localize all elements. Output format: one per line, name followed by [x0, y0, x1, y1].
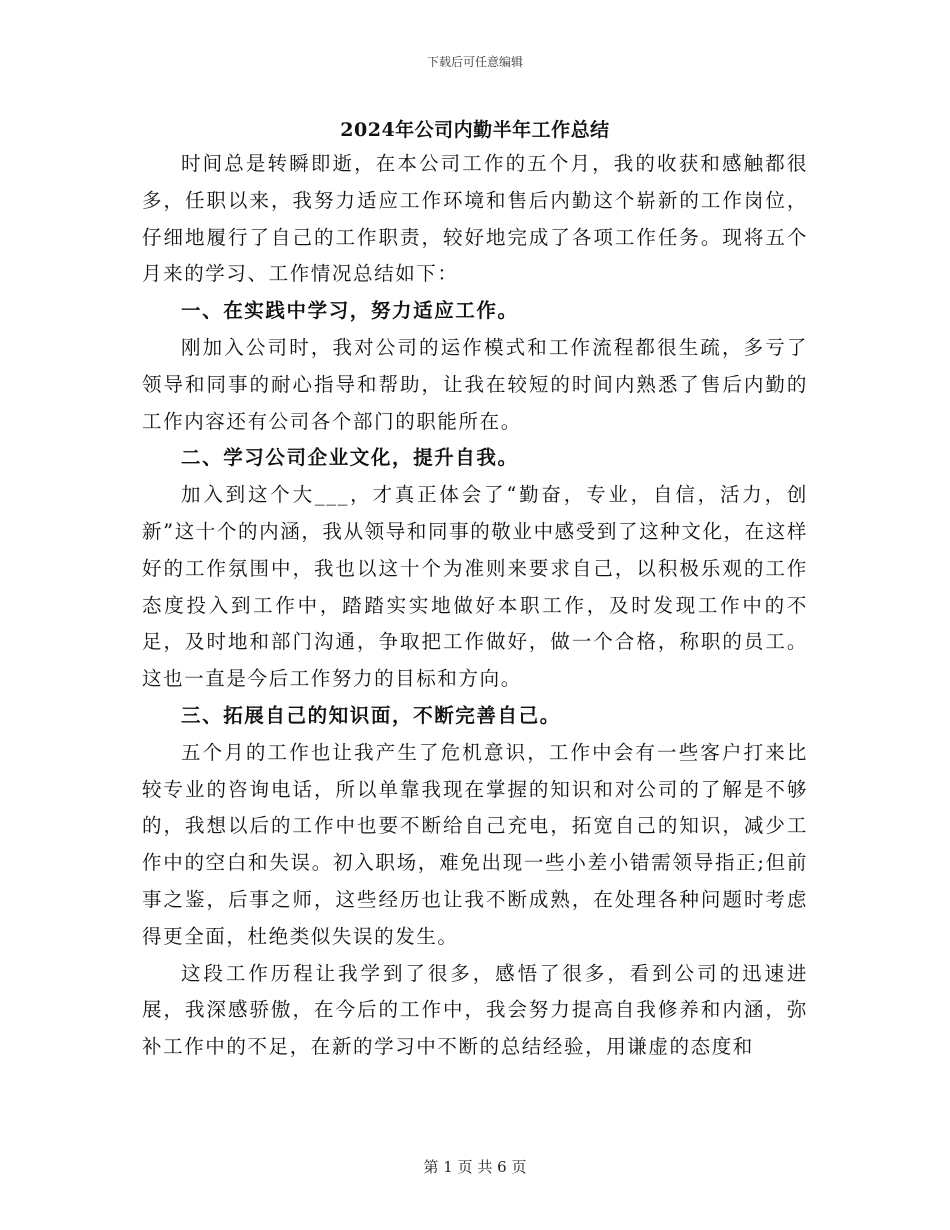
document-title: 2024年公司内勤半年工作总结 [340, 119, 610, 141]
section-heading-1: 一、在实践中学习，努力适应工作。 [181, 299, 519, 323]
document-body [142, 146, 808, 1066]
section-heading-2: 二、学习公司企业文化，提升自我。 [181, 446, 519, 470]
paragraph-intro: 时间总是转瞬即逝，在本公司工作的五个月，我的收获和感触都很多，任职以来，我努力适应工作环境和售后内勤这个崭新的工作岗位，仔细地履行了自己的工作职责，较好地完成了各项工作任务。现将五个月来的学习、工作情况总结如下： [142, 152, 808, 286]
page-number: 第 1 页 共 6 页 [423, 1158, 527, 1176]
paragraph-section-1: 刚加入公司时，我对公司的运作模式和工作流程都很生疏，多亏了领导和同事的耐心指导和帮助，让我在较短的时间内熟悉了售后内勤的工作内容还有公司各个部门的职能所在。 [142, 335, 808, 433]
paragraph-section-3: 五个月的工作也让我产生了危机意识，工作中会有一些客户打来比较专业的咨询电话，所以单靠我现在掌握的知识和对公司的了解是不够的，我想以后的工作中也要不断给自己充电，拓宽自己的知识，减少工作中的空白和失误。初入职场，难免出现一些小差小错需领导指正;但前事之鉴，后事之师，这些经历也让我不断成熟，在处理各种问题时考虑得更全面，杜绝类似失误的发生。 [142, 740, 808, 948]
paragraph-conclusion: 这段工作历程让我学到了很多，感悟了很多，看到公司的迅速进展，我深感骄傲，在今后的工作中，我会努力提高自我修养和内涵，弥补工作中的不足，在新的学习中不断的总结经验，用谦虚的态度和 [142, 961, 808, 1059]
paragraph-section-2: 加入到这个大___，才真正体会了“勤奋，专业，自信，活力，创新”这十个的内涵，我从领导和同事的敬业中感受到了这种文化，在这样好的工作氛围中，我也以这十个为准则来要求自己，以积极乐观的工作态度投入到工作中，踏踏实实地做好本职工作，及时发现工作中的不足，及时地和部门沟通，争取把工作做好，做一个合格，称职的员工。这也一直是今后工作努力的目标和方向。 [142, 483, 808, 691]
section-heading-3: 三、拓展自己的知识面，不断完善自己。 [181, 703, 561, 727]
page-header-note: 下载后可任意编辑 [426, 55, 523, 69]
